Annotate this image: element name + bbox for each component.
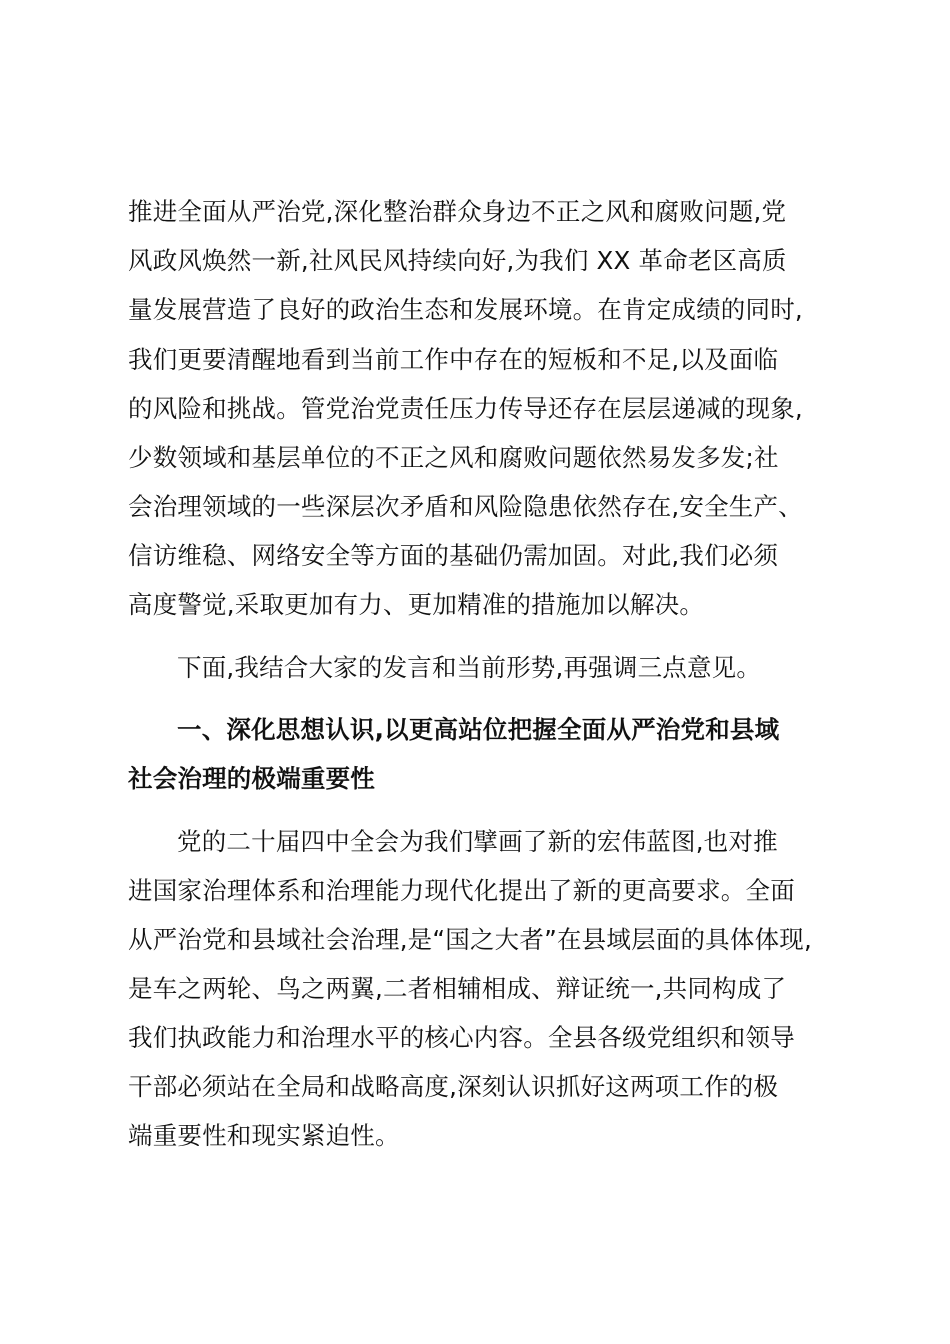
paragraph-1-line-1: 推进全面从严治党,深化整治群众身边不正之风和腐败问题,党 <box>128 197 787 226</box>
paragraph-1-line-4: 我们更要清醒地看到当前工作中存在的短板和不足,以及面临 <box>128 345 779 374</box>
paragraph-3-line-1: 党的二十届四中全会为我们擘画了新的宏伟蓝图,也对推 <box>177 827 778 856</box>
paragraph-3-line-4: 是车之两轮、鸟之两翼,二者相辅相成、辩证统一,共同构成了 <box>128 974 787 1003</box>
paragraph-2: 下面,我结合大家的发言和当前形势,再强调三点意见。 <box>177 653 762 682</box>
paragraph-3-line-5: 我们执政能力和治理水平的核心内容。全县各级党组织和领导 <box>128 1023 795 1052</box>
section-heading-line-2: 社会治理的极端重要性 <box>128 764 375 793</box>
paragraph-1-line-3: 量发展营造了良好的政治生态和发展环境。在肯定成绩的同时, <box>128 295 803 324</box>
paragraph-3-line-6: 干部必须站在全局和战略高度,深刻认识抓好这两项工作的极 <box>128 1072 779 1101</box>
paragraph-1-line-2: 风政风焕然一新,社风民风持续向好,为我们 XX 革命老区高质 <box>128 246 787 275</box>
section-heading-line-1: 一、深化思想认识,以更高站位把握全面从严治党和县域 <box>177 715 780 744</box>
paragraph-3-line-7: 端重要性和现实紧迫性。 <box>128 1121 400 1150</box>
paragraph-1-line-8: 信访维稳、网络安全等方面的基础仍需加固。对此,我们必须 <box>128 541 779 570</box>
paragraph-3-line-2: 进国家治理体系和治理能力现代化提出了新的更高要求。全面 <box>128 876 795 905</box>
paragraph-1-line-9: 高度警觉,采取更加有力、更加精准的措施加以解决。 <box>128 590 705 619</box>
paragraph-1-line-7: 会治理领域的一些深层次矛盾和风险隐患依然存在,安全生产、 <box>128 492 803 521</box>
paragraph-3-line-3: 从严治党和县域社会治理,是“国之大者”在县域层面的具体体现, <box>128 925 812 954</box>
paragraph-1-line-5: 的风险和挑战。管党治党责任压力传导还存在层层递减的现象, <box>128 394 803 423</box>
paragraph-1-line-6: 少数领域和基层单位的不正之风和腐败问题依然易发多发;社 <box>128 443 779 472</box>
